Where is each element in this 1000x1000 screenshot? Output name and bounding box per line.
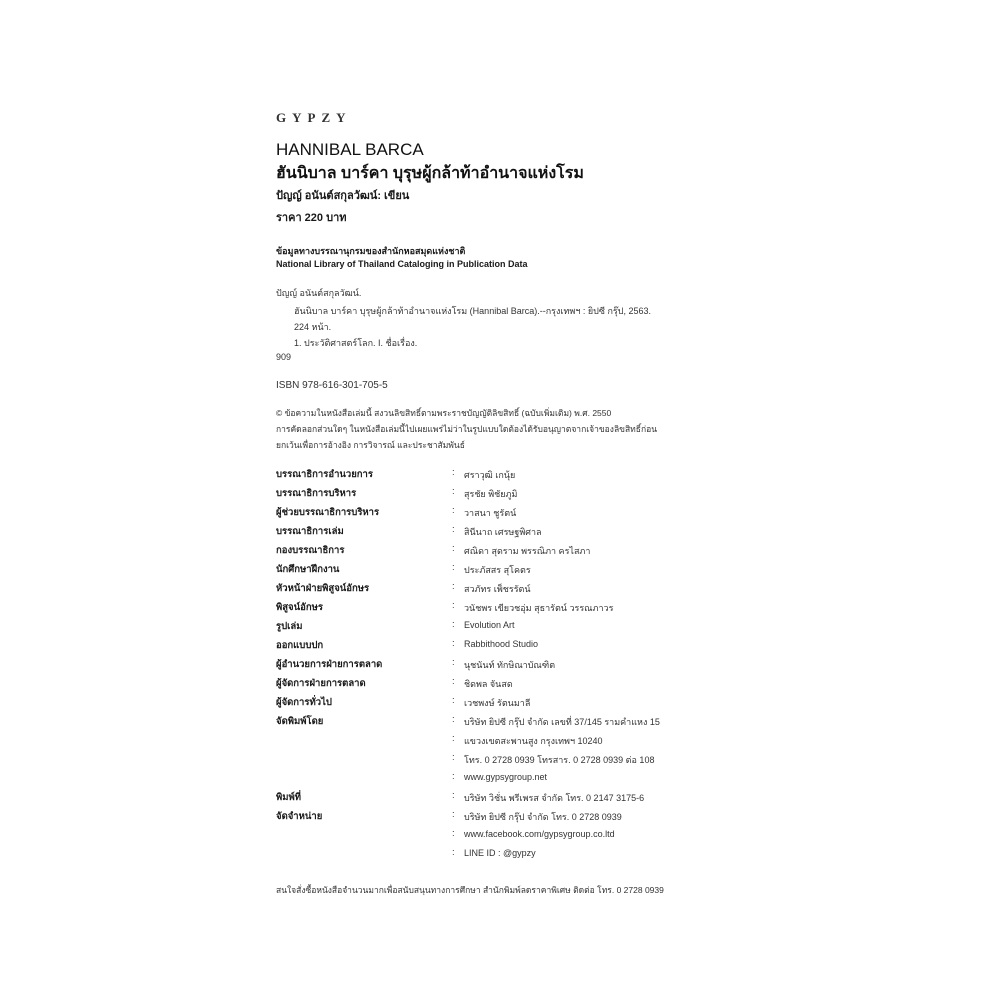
credit-value: www.gypsygroup.net xyxy=(464,772,548,782)
credit-separator: : xyxy=(452,733,455,744)
publisher-logo: GYPZY xyxy=(276,110,352,125)
book-title-thai: ฮันนิบาล บาร์คา บุรุษผู้กล้าท้าอำนาจแห่งโรม xyxy=(276,165,584,182)
credit-label: หัวหน้าฝ่ายพิสูจน์อักษร xyxy=(276,583,370,594)
credit-label: จัดจำหน่าย xyxy=(276,811,323,822)
credit-separator: : xyxy=(452,562,455,573)
credit-label: พิมพ์ที่ xyxy=(276,792,302,803)
credit-separator: : xyxy=(452,676,455,687)
credit-value: ศณิดา สุดราม พรรณิภา ครไสภา xyxy=(464,546,591,556)
catalog-class-number: 909 xyxy=(276,352,292,362)
credit-value: ชิดพล จันสด xyxy=(464,679,513,689)
credit-value: Evolution Art xyxy=(464,620,515,630)
credit-separator: : xyxy=(452,714,455,725)
credit-label: ผู้จัดการฝ่ายการตลาด xyxy=(276,678,366,689)
credit-value: www.facebook.com/gypsygroup.co.ltd xyxy=(464,829,615,839)
credit-separator: : xyxy=(452,486,455,497)
credit-label: ผู้จัดการทั่วไป xyxy=(276,697,332,708)
credit-label: พิสูจน์อักษร xyxy=(276,602,323,613)
credit-separator: : xyxy=(452,543,455,554)
cip-heading-english: National Library of Thailand Cataloging in Publication Data xyxy=(276,259,528,269)
credit-value: บริษัท วิชั่น พรีเพรส จำกัด โทร. 0 2147 3175-6 xyxy=(464,793,645,803)
credit-value: วนัชพร เขียวชอุ่ม สุธารัตน์ วรรณภาวร xyxy=(464,603,614,613)
credit-separator: : xyxy=(452,657,455,668)
catalog-subject: 1. ประวัติศาสตร์โลก. I. ชื่อเรื่อง. xyxy=(294,338,418,348)
credit-separator: : xyxy=(452,790,455,801)
credit-separator: : xyxy=(452,809,455,820)
credit-label: ออกแบบปก xyxy=(276,640,324,651)
bulk-order-note: สนใจสั่งซื้อหนังสือจำนวนมากเพื่อสนับสนุนทางการศึกษา สำนักพิมพ์ลดราคาพิเศษ ติดต่อ โทร. 0 2728 0939 xyxy=(276,885,664,895)
catalog-pages: 224 หน้า. xyxy=(294,322,332,332)
credit-label: ผู้อำนวยการฝ่ายการตลาด xyxy=(276,659,383,670)
credit-separator: : xyxy=(452,581,455,592)
credit-label: นักศึกษาฝึกงาน xyxy=(276,564,340,575)
credit-separator: : xyxy=(452,828,455,839)
credit-separator: : xyxy=(452,695,455,706)
credit-value: LINE ID : @gypzy xyxy=(464,848,536,858)
credit-separator: : xyxy=(452,752,455,763)
credit-separator: : xyxy=(452,771,455,782)
credit-label: บรรณาธิการอำนวยการ xyxy=(276,469,373,480)
credit-separator: : xyxy=(452,600,455,611)
price-line: ราคา 220 บาท xyxy=(276,212,347,224)
credit-value: ศราวุฒิ เกนุ้ย xyxy=(464,470,516,480)
credit-value: Rabbithood Studio xyxy=(464,639,539,649)
book-title-english: HANNIBAL BARCA xyxy=(276,140,424,159)
credit-value: สุรชัย พิชัยภูมิ xyxy=(464,489,518,499)
credit-separator: : xyxy=(452,847,455,858)
author-line: ปัญญ์ อนันต์สกุลวัฒน์: เขียน xyxy=(276,190,410,202)
credit-value: โทร. 0 2728 0939 โทรสาร. 0 2728 0939 ต่อ 108 xyxy=(464,755,655,765)
credit-value: ประภัสสร สุโคตร xyxy=(464,565,531,575)
credit-label: บรรณาธิการเล่ม xyxy=(276,526,344,537)
catalog-title: ฮันนิบาล บาร์คา บุรุษผู้กล้าท้าอำนาจแห่งโรม (Hannibal Barca).--กรุงเทพฯ : ยิปซี กรุ๊ป, 2563. xyxy=(294,306,651,316)
credit-label: จัดพิมพ์โดย xyxy=(276,716,324,727)
credit-value: วาสนา ชูรัตน์ xyxy=(464,508,517,518)
copyright-line: การคัดลอกส่วนใดๆ ในหนังสือเล่มนี้ไปเผยแพร่ไม่ว่าในรูปแบบใดต้องได้รับอนุญาตจากเจ้าของลิขสิทธิ์ก่อน xyxy=(276,424,658,434)
credit-value: บริษัท ยิปซี กรุ๊ป จำกัด โทร. 0 2728 0939 xyxy=(464,812,622,822)
credit-label: กองบรรณาธิการ xyxy=(276,545,345,556)
isbn: ISBN 978-616-301-705-5 xyxy=(276,380,388,391)
credit-separator: : xyxy=(452,467,455,478)
credit-value: สวภัทร เพ็ชรรัตน์ xyxy=(464,584,531,594)
credit-label: รูปเล่ม xyxy=(276,621,303,632)
credit-value: สินีนาถ เศรษฐพิศาล xyxy=(464,527,542,537)
credit-label: บรรณาธิการบริหาร xyxy=(276,488,357,499)
copyright-line: ยกเว้นเพื่อการอ้างอิง การวิจารณ์ และประชาสัมพันธ์ xyxy=(276,440,465,450)
credit-label: ผู้ช่วยบรรณาธิการบริหาร xyxy=(276,507,380,518)
cip-heading-thai: ข้อมูลทางบรรณานุกรมของสำนักหอสมุดแห่งชาติ xyxy=(276,246,466,256)
credit-separator: : xyxy=(452,505,455,516)
credit-value: แขวงเขตสะพานสูง กรุงเทพฯ 10240 xyxy=(464,736,603,746)
copyright-page xyxy=(276,0,716,1000)
catalog-author: ปัญญ์ อนันต์สกุลวัฒน์. xyxy=(276,288,362,298)
copyright-line: © ข้อความในหนังสือเล่มนี้ สงวนลิขสิทธิ์ตามพระราชบัญญัติลิขสิทธิ์ (ฉบับเพิ่มเติม) พ.ศ. 2550 xyxy=(276,408,612,418)
credit-separator: : xyxy=(452,524,455,535)
credit-value: นุชนันท์ ทักษิณาบัณฑิต xyxy=(464,660,556,670)
credit-value: เวชพงษ์ รัตนมาลี xyxy=(464,698,531,708)
credit-value: บริษัท ยิปซี กรุ๊ป จำกัด เลขที่ 37/145 รามคำแหง 15 xyxy=(464,717,660,727)
credit-separator: : xyxy=(452,638,455,649)
credit-separator: : xyxy=(452,619,455,630)
